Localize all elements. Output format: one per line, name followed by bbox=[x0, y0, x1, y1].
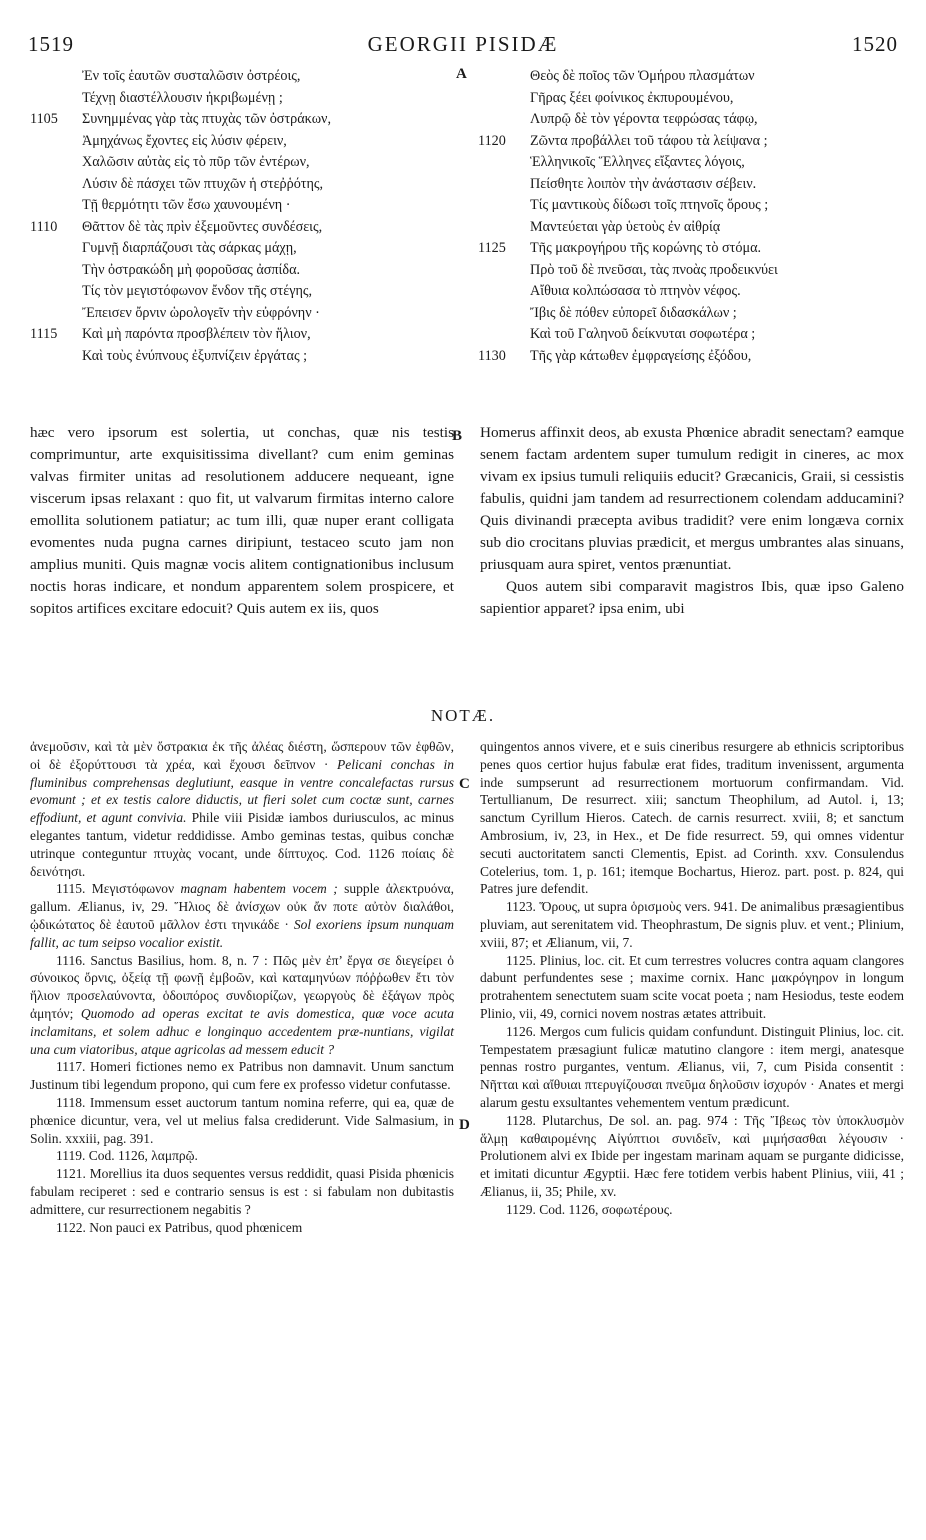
verse-line bbox=[478, 195, 908, 217]
latin-translation-right bbox=[480, 422, 904, 620]
verse-text: Ἔπεισεν ὄρνιν ὡρολογεῖν τὴν εὐφρόνην · bbox=[82, 304, 320, 321]
verse-text: Θεὸς δὲ ποῖος τῶν Ὁμήρου πλασμάτων bbox=[530, 68, 755, 84]
verse-text: Καὶ τοὺς ἐνύπνους ἐξυπνίζειν ἐργάτας ; bbox=[82, 347, 308, 364]
verse-text: Λύσιν δὲ πάσχει τῶν πτυχῶν ἡ στεῤῥότης, bbox=[82, 175, 324, 192]
note-text: 1116. Sanctus Basilius, hom. 8, n. 7 : Πῶς μὲν ἐπ’ ἔργα σε διεγείρει ὁ σύνοικος ὄρνις, ὀξείᾳ τῇ φωνῇ ἐμβοῶν, καὶ καταμηνύων πόῤῥωθεν ἔτι τὸν ἥλιον προσελαύνοντα, ὁδοιπόρος συνδιορίζων, γεωργοὺς δὲ ἐξάγων πρὸς ἀμητόν; bbox=[30, 952, 454, 1021]
note-text: quingentos annos vivere, et e suis cineribus resurgere ab ethnicis scriptoribus penes quos certior hujus fabulæ erat fides, traditum invenissent, argumenta inde sumpserunt ad resurrectionem mortuorum confirmandam. Vid. Tertullianum, De resurrect. xiii; sanctum Theophilum, ad Autol. i, 13; sanctum Cyrillum Hieros. Catech. de carnis resurrect. xviii, 8; et sanctum Ambrosium, iv, 23, in Hex., et De fide resurrect. 59, qui omnes videntur secuti auctoritatem sancti Clementis, Epist. ad Corinth. xxv. Consulendus Cotelerius, tom. 1, p. 161; itemque Bochartus, Hieroz. part. post. p. 824, qui Patres jure defendit. bbox=[480, 739, 904, 897]
note-paragraph bbox=[480, 1201, 904, 1219]
notes-right-column bbox=[480, 738, 904, 1219]
verse-line bbox=[30, 152, 450, 174]
verse-line bbox=[478, 109, 908, 131]
page-header bbox=[28, 32, 898, 56]
verse-line bbox=[30, 109, 450, 131]
verse-line bbox=[478, 281, 908, 303]
note-italic-text: Quomodo ad operas excitat te avis domestica, quæ voce acuta inclamitans, et solem adhuc e longinquo accedentem præ-nuntians, vigilat una cum viatoribus, atque agricolas ad messem educit ? bbox=[30, 1005, 454, 1057]
verse-line bbox=[478, 238, 908, 260]
verse-line bbox=[478, 324, 908, 346]
verse-line bbox=[478, 88, 908, 110]
note-paragraph bbox=[30, 1219, 454, 1237]
verse-text: Ζῶντα προβάλλει τοῦ τάφου τὰ λείψανα ; bbox=[530, 132, 768, 149]
note-text: 1129. Cod. 1126, σοφωτέρους. bbox=[506, 1201, 673, 1217]
note-paragraph bbox=[480, 898, 904, 951]
verse-line bbox=[478, 131, 908, 153]
verse-line bbox=[30, 174, 450, 196]
note-text: supple ἀλεκτρυόνα, gallum. Ælianus, iv, 29. Ἥλιος δὲ ἀνίσχων οὐκ ἄν ποτε αὐτὸν διαλάθοι, ᾠδικώτατος δὲ ἑαυτοῦ μᾶλλον ἐστι τηνικάδε · bbox=[30, 881, 455, 932]
note-paragraph bbox=[480, 1023, 904, 1112]
note-text: 1121. Morellius ita duos sequentes versus reddidit, quasi Pisida phœnicis fabulam reciperet : sed e contrario sensus is est : si fabulam non dubitastis admittere, cur resurrectionem negabitis ? bbox=[30, 1166, 454, 1217]
verse-text: Τέχνῃ διαστέλλουσιν ἠκριβωμένῃ ; bbox=[82, 89, 283, 106]
verse-line bbox=[30, 131, 450, 153]
note-paragraph bbox=[30, 1058, 454, 1094]
note-paragraph bbox=[480, 1112, 904, 1201]
verse-text: Λυπρῷ δὲ τὸν γέροντα τεφρώσας τάφῳ, bbox=[530, 111, 758, 127]
verse-text: Τίς μαντικοὺς δίδωσι τοῖς πτηνοῖς ὅρους ; bbox=[530, 197, 769, 213]
margin-mark-d: D bbox=[459, 1117, 470, 1133]
notae-heading: NOTÆ. bbox=[430, 706, 496, 725]
verse-text: Τὴν ὀστρακώδη μὴ φοροῦσας ἀσπίδα. bbox=[82, 261, 301, 278]
note-italic-text: Sol exoriens ipsum nunquam fallit, ac tum seipso vocalior existit. bbox=[30, 916, 455, 950]
verse-text: Τῆς γὰρ κάτωθεν ἐμφραγείσης ἐξόδου, bbox=[530, 347, 752, 364]
verse-number: 1115 bbox=[30, 326, 58, 342]
verse-line bbox=[30, 238, 450, 260]
note-text: 1117. Homeri fictiones nemo ex Patribus non damnavit. Unum sanctum Justinum tibi legendum propono, qui cum fere ex professo videtur confutasse. bbox=[30, 1059, 454, 1093]
greek-verses-left bbox=[30, 66, 450, 367]
verse-text: Πρὸ τοῦ δὲ πνεῦσαι, τὰς πνοὰς προδεικνύει bbox=[530, 261, 778, 278]
verse-text: Τίς τὸν μεγιστόφωνον ἔνδον τῆς στέγης, bbox=[82, 283, 313, 299]
page-number-left: 1519 bbox=[28, 32, 74, 56]
verse-text: Γυμνῇ διαρπάζουσι τὰς σάρκας μάχῃ, bbox=[82, 240, 297, 256]
verse-line bbox=[30, 303, 450, 325]
note-text: 1118. Immensum esset auctorum tantum nomina referre, qui ea, quæ de phœnice dicuntur, vera, vel ut melius falsa crediderunt. Vide Salmasium, in Solin. xxxiii, pag. 391. bbox=[30, 1094, 454, 1146]
latin-translation-left bbox=[30, 422, 454, 620]
note-text: 1119. Cod. 1126, λαμπρῷ. bbox=[56, 1148, 198, 1164]
verse-text: Ἴβις δὲ πόθεν εὐπορεῖ διδασκάλων ; bbox=[530, 304, 737, 321]
running-title: GEORGII PISIDÆ bbox=[367, 32, 559, 56]
note-text: 1115. Μεγιστόφωνον bbox=[56, 881, 181, 897]
verse-text: Θᾶττον δὲ τὰς πρὶν ἐξεμοῦντες συνδέσεις, bbox=[82, 218, 323, 235]
note-text: 1126. Mergos cum fulicis quidam confundunt. Distinguit Plinius, loc. cit. Tempestatem præsagiunt fulicæ matutino clangore : item mergi, anatesque pennas rostro purgantes, ventum. Ælianus, vii, 7, cum Pisida consentit : Νῆτται καὶ αἴθυιαι πτερυγίζουσαι πνεῦμα δηλοῦσιν ἰσχυρόν · Anates et mergi alarum gestu exsultantes vehementem ventum prædicunt. bbox=[480, 1023, 904, 1110]
verse-line bbox=[478, 346, 908, 368]
note-paragraph bbox=[480, 738, 904, 898]
notes-left-column bbox=[30, 738, 454, 1236]
margin-mark-b: B bbox=[452, 428, 463, 444]
note-text: 1123. Ὅρους, ut supra ὁρισμοὺς vers. 941. De animalibus præsagientibus pluviam, aut serenitatem vid. Theophrastum, De signis pluv. et vent.; Plinium, xviii, 87; et Ælianum, vii, 7. bbox=[480, 899, 904, 950]
note-text: Phile viii Pisidæ iambos duriusculos, ac minus elegantes tantum, videtur reddidisse. Ambo geminas testas, quibus conchæ utrinque conteguntur πτυχὰς vocant, unde δίπτυχος. Cod. 1126 ποίαις δὲ δεινότησι. bbox=[30, 810, 454, 879]
verse-text: Τῆς μακρογήρου τῆς κορώνης τὸ στόμα. bbox=[530, 240, 762, 256]
verse-line bbox=[30, 217, 450, 239]
note-italic-text: magnam habentem vocem ; bbox=[180, 881, 338, 897]
verse-number: 1105 bbox=[30, 111, 58, 127]
verse-line bbox=[30, 346, 450, 368]
verse-text: Ἀμηχάνως ἔχοντες εἰς λύσιν φέρειν, bbox=[82, 132, 287, 149]
verse-text: Συνημμένας γὰρ τὰς πτυχὰς τῶν ὀστράκων, bbox=[82, 111, 331, 127]
verse-text: Τῇ θερμότητι τῶν ἔσω χαυνουμένη · bbox=[82, 197, 291, 213]
note-paragraph bbox=[30, 738, 454, 880]
verse-text: Καὶ μὴ παρόντα προσβλέπειν τὸν ἥλιον, bbox=[82, 326, 311, 342]
note-paragraph bbox=[30, 1094, 454, 1147]
latin-paragraph: Homerus affinxit deos, ab exusta Phœnice abradit senectam? eamque senem factam ardentem super tumulum redigit in cineres, ac mox vivam ex ipsius tumuli reliquiis educit? Græcanicis, Graii, si cessistis fabulis, quidni jam tandem ad resurrectionem colendam adducamini? Quis divinandi præcepta avibus tradidit? vere enim longæva cornix sub dio crocitans pluvias prædicit, et mergus umbrantes alas sinuans, priusquam aura spiret, ventos prænuntiat. bbox=[480, 424, 904, 573]
latin-paragraph: hæc vero ipsorum est solertia, ut conchas, quæ nis testis comprimuntur, arte exquisitissima divellant? cum enim geminas valvas firmiter unitas ad resolutionem adducere nequeant, igne viscerum ipsas relaxant : quo fit, ut valvarum firmitas interno calore emollita solutionem patiatur; ac tum illi, quæ nuper erant colligata evomentes nuda pugna carnes diripiunt, testaceo scuto jam non amplius muniti. Quis magnæ vocis alitem contignationibus inclusum noctis horas indicare, et nondum apparentem solem prospicere, et sopitos artifices excitare edocuit? Quis autem ex iis, quos bbox=[30, 424, 454, 617]
note-paragraph bbox=[30, 1165, 454, 1218]
verse-text: Γῆρας ξέει φοίνικος ἐκπυρουμένου, bbox=[530, 89, 734, 106]
verse-line bbox=[478, 152, 908, 174]
verse-line bbox=[478, 217, 908, 239]
note-paragraph bbox=[30, 952, 454, 1059]
note-text: ἀνεμοῦσιν, καὶ τὰ μὲν ὄστρακια ἐκ τῆς ἀλέας διέστη, ὥσπερουν τῶν ἑφθῶν, οἱ δὲ ἐξορύττουσι τὰ χρέα, καὶ ἔχουσι δεῖπνον · bbox=[30, 739, 454, 772]
verse-line bbox=[30, 66, 450, 88]
verse-line bbox=[478, 260, 908, 282]
note-paragraph bbox=[30, 1147, 454, 1165]
verse-text: Μαντεύεται γὰρ ὑετοὺς ἐν αἰθρίᾳ bbox=[530, 218, 721, 235]
verse-number: 1120 bbox=[478, 132, 506, 149]
verse-line bbox=[30, 260, 450, 282]
verse-number: 1130 bbox=[478, 347, 506, 364]
verse-text: Χαλῶσιν αὐτὰς εἰς τὸ πῦρ τῶν ἐντέρων, bbox=[82, 154, 310, 170]
verse-number: 1110 bbox=[30, 218, 58, 235]
verse-text: Ἐν τοῖς ἑαυτῶν συσταλῶσιν ὀστρέοις, bbox=[82, 68, 301, 84]
verse-text: Καὶ τοῦ Γαληνοῦ δείκνυται σοφωτέρα ; bbox=[530, 326, 756, 342]
note-italic-text: Pelicani conchas in fluminibus comprehensas deglutiunt, easque in ventre concalefactas rursus evomunt ; et ex testis calore diductis, ut fieri solet cum coctæ sunt, carnes effodiunt, et agunt convivia. bbox=[30, 756, 454, 826]
latin-paragraph: Quos autem sibi comparavit magistros Ibis, quæ ipso Galeno sapientior apparet? ipsa enim, ubi bbox=[480, 578, 904, 617]
margin-mark-a: A bbox=[456, 66, 467, 82]
verse-number: 1125 bbox=[478, 240, 506, 256]
greek-verses-right bbox=[478, 66, 908, 367]
note-paragraph bbox=[30, 880, 454, 951]
note-paragraph bbox=[480, 952, 904, 1023]
verse-line bbox=[478, 174, 908, 196]
note-text: 1122. Non pauci ex Patribus, quod phœnicem bbox=[56, 1219, 303, 1235]
verse-line bbox=[478, 66, 908, 88]
verse-line bbox=[30, 324, 450, 346]
verse-line bbox=[30, 195, 450, 217]
verse-line bbox=[478, 303, 908, 325]
verse-line bbox=[30, 88, 450, 110]
verse-text: Αἴθυια κολπώσασα τὸ πτηνὸν νέφος. bbox=[530, 283, 741, 299]
verse-text: Ἑλληνικοῖς Ἕλληνες εἴξαντες λόγοις, bbox=[530, 154, 745, 170]
margin-mark-c: C bbox=[459, 776, 470, 792]
verse-text: Πείσθητε λοιπὸν τὴν ἀνάστασιν σέβειν. bbox=[530, 175, 757, 192]
verse-line bbox=[30, 281, 450, 303]
note-text: 1128. Plutarchus, De sol. an. pag. 974 : Τῆς Ἴβεως τὸν ὑποκλυσμὸν ἅλμῃ καθαιρομένης Αἰγύπτιοι συνιδεῖν, καὶ μιμήσασθαι λέγουσιν · Prolutionem alvi ex Ibide per ingestam marinam aquam se purgante didicisse, et imitati dicuntur Ægyptii. Hæc fere totidem verbis habent Plinius, viii, 41 ; Ælianus, ii, 35; Phile, xv. bbox=[480, 1112, 904, 1199]
page-number-right: 1520 bbox=[852, 32, 898, 56]
note-text: 1125. Plinius, loc. cit. Et cum terrestres volucres contra aquam clangores dabunt perfundentes sese ; maxime cornix. Hanc μακρόγηρον in longum protrahentem senectutem suam scite vocat poeta ; nam Hesiodus, teste eodem Plinio, vii, 49, cornici novem nostras ætates attribuit. bbox=[480, 952, 904, 1021]
